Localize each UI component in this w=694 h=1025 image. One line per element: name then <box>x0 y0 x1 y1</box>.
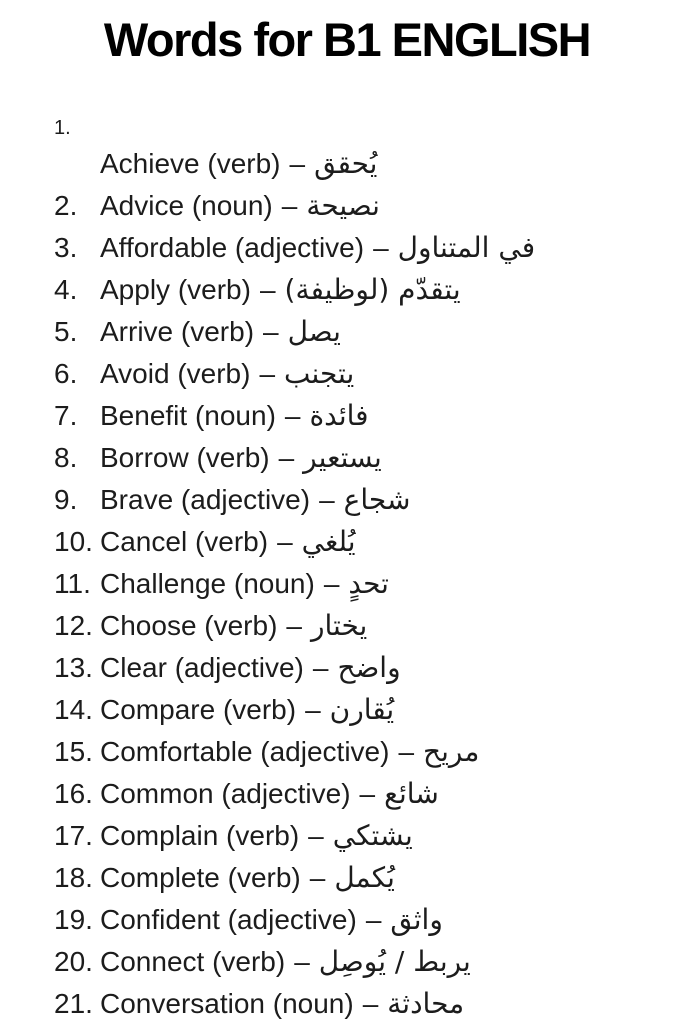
separator-dash: – <box>319 483 335 515</box>
page-title: Words for B1 ENGLISH <box>103 13 591 66</box>
list-item <box>54 353 694 395</box>
list-item-number: 7. <box>54 399 78 431</box>
separator-dash: – <box>359 777 376 809</box>
arabic-translation: فائدة <box>309 398 369 432</box>
arabic-translation: شجاع <box>343 482 411 516</box>
english-term: Confident (adjective) <box>100 903 357 935</box>
list-item <box>54 521 694 563</box>
arabic-translation: يُحقق <box>314 146 378 180</box>
list-item <box>54 605 694 647</box>
list-item <box>54 395 694 437</box>
english-term: Achieve (verb) <box>100 147 281 179</box>
english-term: Borrow (verb) <box>100 441 270 473</box>
list-item <box>54 773 694 815</box>
list-item <box>54 185 694 227</box>
separator-dash: – <box>278 441 295 473</box>
arabic-translation: واثق <box>390 902 443 936</box>
list-item-number: 19. <box>54 903 93 935</box>
arabic-translation: واضح <box>337 650 401 684</box>
list-item-number: 10. <box>54 525 93 557</box>
arabic-translation: في المتناول <box>397 230 536 264</box>
document-page <box>0 13 694 1020</box>
separator-dash: – <box>284 399 301 431</box>
word-list <box>0 113 694 1025</box>
list-item <box>54 857 694 899</box>
list-item-number: 3. <box>54 231 78 263</box>
arabic-translation: يختار <box>310 608 368 642</box>
english-term: Arrive (verb) <box>100 315 255 347</box>
list-item-number: 16. <box>54 777 93 809</box>
list-item <box>54 311 694 353</box>
arabic-translation: يستعير <box>303 440 382 474</box>
list-item <box>54 941 694 983</box>
arabic-translation: يربط / يُوصِل <box>318 944 471 978</box>
separator-dash: – <box>373 231 389 263</box>
arabic-translation: تحدٍ <box>348 566 389 600</box>
separator-dash: – <box>308 819 324 851</box>
arabic-translation: نصيحة <box>306 188 380 222</box>
list-item-number: 11. <box>54 567 91 599</box>
separator-dash: – <box>305 693 321 725</box>
list-item-number: 17. <box>54 819 93 851</box>
list-item-number: 5. <box>54 315 78 347</box>
separator-dash: – <box>294 945 310 977</box>
english-term: Brave (adjective) <box>100 483 311 515</box>
english-term: Complain (verb) <box>100 819 300 851</box>
list-item-number: 12. <box>54 609 93 641</box>
list-item <box>54 563 694 605</box>
arabic-translation: يصل <box>287 314 341 348</box>
english-term: Challenge (noun) <box>100 567 315 599</box>
separator-dash: – <box>277 525 293 557</box>
arabic-translation: يُكمل <box>334 860 395 894</box>
list-item-number: 13. <box>54 651 93 683</box>
english-term: Complete (verb) <box>100 861 301 893</box>
separator-dash: – <box>362 987 379 1019</box>
list-item-number: 4. <box>54 273 78 305</box>
separator-dash: – <box>365 903 382 935</box>
list-item <box>54 899 694 941</box>
separator-dash: – <box>312 651 329 683</box>
separator-dash: – <box>323 567 340 599</box>
english-term: Choose (verb) <box>100 609 278 641</box>
english-term: Clear (adjective) <box>100 651 304 683</box>
list-item-number: 14. <box>54 693 93 725</box>
list-item <box>54 731 694 773</box>
list-item-number: 6. <box>54 357 78 389</box>
separator-dash: – <box>289 147 306 179</box>
list-item <box>54 689 694 731</box>
list-item-number: 18. <box>54 861 93 893</box>
list-item <box>54 227 694 269</box>
english-term: Avoid (verb) <box>100 357 251 389</box>
list-item-number: 20. <box>54 945 93 977</box>
arabic-translation: محادثة <box>387 986 465 1020</box>
english-term: Comfortable (adjective) <box>100 735 390 767</box>
separator-dash: – <box>259 273 276 305</box>
english-term: Cancel (verb) <box>100 525 269 557</box>
list-item-number: 15. <box>54 735 93 767</box>
separator-dash: – <box>398 735 415 767</box>
arabic-translation: يشتكي <box>332 818 413 852</box>
list-item <box>54 143 694 185</box>
list-item <box>54 269 694 311</box>
list-item <box>54 983 694 1025</box>
list-item-number: 1. <box>54 116 71 139</box>
separator-dash: – <box>263 315 279 347</box>
arabic-translation: شائع <box>384 776 439 810</box>
separator-dash: – <box>286 609 302 641</box>
english-term: Compare (verb) <box>100 693 297 725</box>
english-term: Conversation (noun) <box>100 987 354 1019</box>
list-item <box>54 815 694 857</box>
list-item-number: 9. <box>54 483 78 515</box>
separator-dash: – <box>309 861 326 893</box>
list-item <box>54 437 694 479</box>
list-item <box>54 647 694 689</box>
arabic-translation: يتقدّم (لوظيفة) <box>284 272 461 306</box>
arabic-translation: يُلغي <box>301 524 356 558</box>
english-term: Affordable (adjective) <box>100 231 365 263</box>
english-term: Common (adjective) <box>100 777 351 809</box>
list-item-number: 21. <box>54 987 93 1019</box>
separator-dash: – <box>259 357 276 389</box>
list-item <box>54 479 694 521</box>
arabic-translation: مريح <box>423 734 480 768</box>
english-term: Benefit (noun) <box>100 399 276 431</box>
list-item-number: 2. <box>54 189 78 221</box>
english-term: Connect (verb) <box>100 945 286 977</box>
arabic-translation: يُقارن <box>329 692 395 726</box>
english-term: Apply (verb) <box>100 273 251 305</box>
separator-dash: – <box>281 189 298 221</box>
list-item-number-line <box>54 113 694 143</box>
arabic-translation: يتجنب <box>284 356 355 390</box>
list-item-number: 8. <box>54 441 78 473</box>
english-term: Advice (noun) <box>100 189 273 221</box>
